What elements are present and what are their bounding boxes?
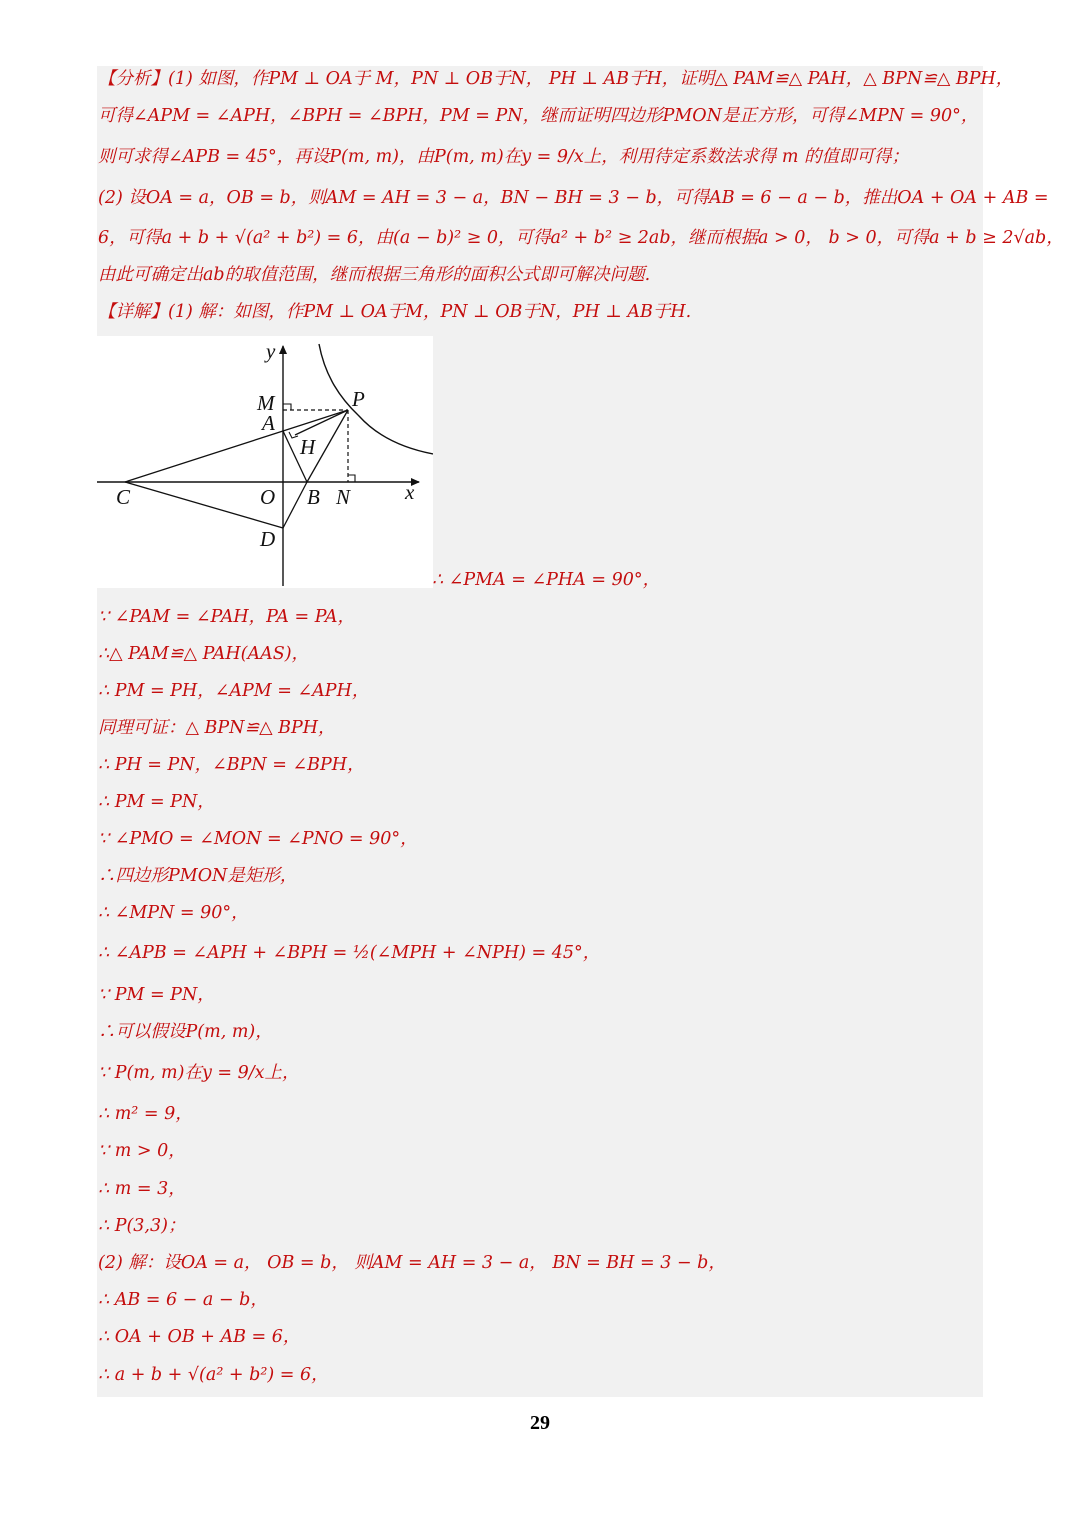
detail-step-21: ∴ a + b + √(a² + b²) = 6，: [98, 1365, 329, 1385]
analysis-line-6: 由此可确定出ab的取值范围，继而根据三角形的面积公式即可解决问题.: [98, 265, 651, 285]
label-M: M: [257, 391, 275, 415]
segment-CA: [125, 431, 283, 482]
detail-step-17: ∴ P(3,3)；: [98, 1216, 186, 1236]
label-H: H: [300, 435, 316, 459]
analysis-line-1: 【分析】(1) 如图，作PM ⊥ OA于 M，PN ⊥ OB于N， PH ⊥ AB于H，证明△ PAM≌△ PAH，△ BPN≌△ BPH，: [98, 69, 1014, 89]
analysis-line-3: 则可求得∠APB = 45°，再设P(m, m)，由P(m, m)在y = 9/x上，利用待定系数法求得 m 的值即可得；: [98, 147, 910, 167]
right-angle-M: [283, 404, 291, 410]
analysis-line-5: 6，可得a + b + √(a² + b²) = 6，由(a − b)² ≥ 0，可得a² + b² ≥ 2ab，继而根据a > 0， b > 0，可得a + b ≥ 2√ab，: [98, 228, 1064, 248]
detail-step-8: ∴四边形PMON是矩形，: [98, 866, 298, 886]
detail-step-16: ∴ m = 3，: [98, 1179, 186, 1199]
label-C: C: [116, 485, 131, 509]
detail-step-2: ∴△ PAM≌△ PAH(AAS)，: [98, 644, 310, 664]
label-x: x: [405, 480, 415, 504]
detail-step-9: ∴ ∠MPN = 90°，: [98, 903, 249, 923]
analysis-line-2: 可得∠APM = ∠APH，∠BPH = ∠BPH，PM = PN，继而证明四边形PMON是正方形，可得∠MPN = 90°，: [98, 106, 979, 126]
hyperbola-curve: [319, 344, 433, 454]
detail-step-13: ∵ P(m, m)在y = 9/x上，: [98, 1063, 300, 1083]
detail-step-6: ∴ PM = PN，: [98, 792, 215, 812]
label-D: D: [260, 527, 276, 551]
detail-step-19: ∴ AB = 6 − a − b，: [98, 1290, 268, 1310]
detail-step-5: ∴ PH = PN，∠BPN = ∠BPH，: [98, 755, 365, 775]
geometry-diagram: [97, 336, 433, 588]
detail-step-15: ∵ m > 0，: [98, 1141, 186, 1161]
analysis-line-4: (2) 设OA = a，OB = b，则AM = AH = 3 − a，BN − BH = 3 − b，可得AB = 6 − a − b，推出OA + OA + AB =: [98, 188, 1049, 208]
label-B: B: [307, 485, 320, 509]
detail-step-4: 同理可证：△ BPN≌△ BPH，: [98, 718, 336, 738]
detail-step-11: ∵ PM = PN，: [98, 985, 215, 1005]
label-A: A: [262, 411, 275, 435]
label-O: O: [260, 485, 276, 509]
detail-step-20: ∴ OA + OB + AB = 6，: [98, 1327, 301, 1347]
right-angle-H: [289, 432, 298, 438]
detail-intro: 【详解】(1) 解：如图，作PM ⊥ OA于M，PN ⊥ OB于N，PH ⊥ AB于H.: [98, 302, 692, 322]
label-N: N: [336, 485, 351, 509]
geometry-figure: [97, 336, 433, 588]
detail-step-18: (2) 解：设OA = a， OB = b， 则AM = AH = 3 − a， BN = BH = 3 − b，: [98, 1253, 726, 1273]
segment-PH: [295, 410, 348, 435]
detail-step-1: ∵ ∠PAM = ∠PAH，PA = PA，: [98, 607, 356, 627]
detail-step-12: ∴可以假设P(m, m)，: [98, 1022, 273, 1042]
detail-step-7: ∵ ∠PMO = ∠MON = ∠PNO = 90°，: [98, 829, 418, 849]
right-angle-N: [348, 475, 355, 482]
detail-step-10: ∴ ∠APB = ∠APH + ∠BPH = ½(∠MPH + ∠NPH) = 45°，: [98, 943, 601, 963]
page-number: 29: [530, 1412, 550, 1434]
detail-after-figure: ∴ ∠PMA = ∠PHA = 90°，: [432, 570, 661, 590]
detail-step-3: ∴ PM = PH，∠APM = ∠APH，: [98, 681, 370, 701]
detail-step-14: ∴ m² = 9，: [98, 1104, 193, 1124]
label-P: P: [352, 387, 365, 411]
label-y: y: [266, 339, 276, 363]
segment-BD: [283, 482, 307, 528]
